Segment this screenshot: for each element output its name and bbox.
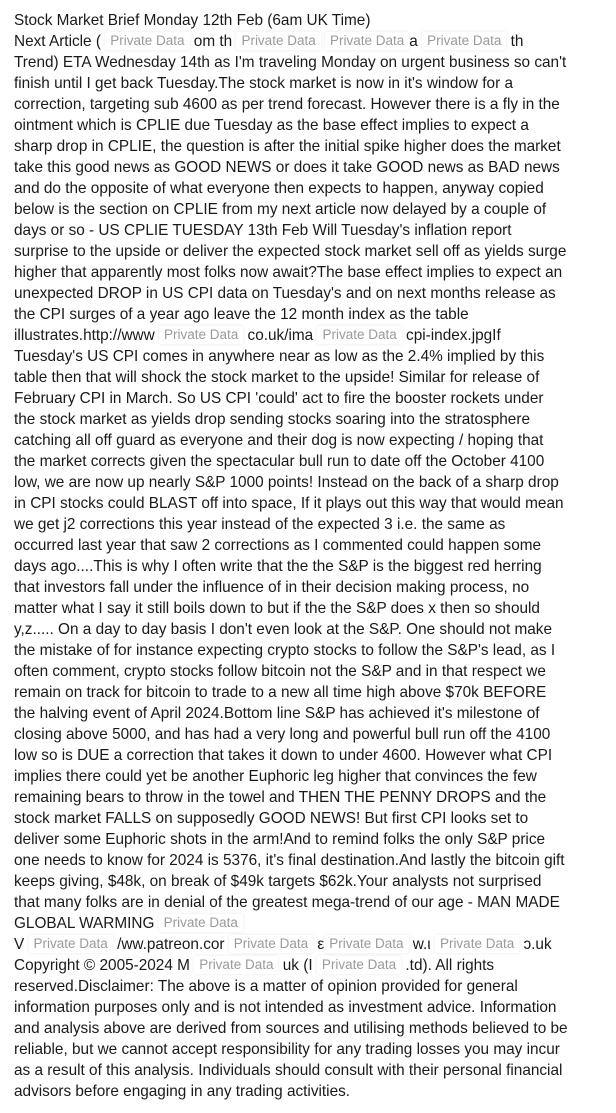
- text-line: days ago....This is why I often write that the the S&P is the biggest red herring: [14, 558, 542, 575]
- text-line: and analysis above are derived from sources and utilising methods believed to be: [14, 1020, 568, 1037]
- text-line: information purposes only and is not intended as investment advice. Information: [14, 999, 557, 1016]
- text-line: occurred last year that saw 2 corrections as I commented could happen some: [14, 537, 542, 554]
- text-line: catching all off guard as everyone and their dog is now expecting / hoping that: [14, 432, 544, 449]
- url-line: [14, 325, 602, 346]
- redaction-box: Private Data: [159, 326, 243, 344]
- text-line: the stock market as yields drop sending stocks soaring into the stratosphere: [14, 411, 530, 428]
- line-fragment: V: [14, 936, 25, 953]
- text-line: advisors before engaging in any trading activities.: [14, 1083, 351, 1100]
- redaction-box: Private Data: [236, 32, 320, 50]
- text-line: remain on track for bitcoin to trade to a new all time high above $70k BEFORE: [14, 684, 547, 701]
- text-line: the CPI surges of a year ago leave the 12 month index as the table: [14, 306, 469, 323]
- redaction-box: Private Data: [324, 935, 408, 953]
- text-line: unexpected DROP in US CPI data on Tuesday's and on next months release as: [14, 285, 556, 302]
- line-fragment: ε: [317, 936, 325, 953]
- text-line: y,z..... On a day to day basis I don't even look at the S&P. One should not make: [14, 621, 553, 638]
- text-line: closing above 5000, and has had a very long and powerful bull run off the 4100: [14, 726, 551, 743]
- text-line: the halving event of April 2024.Bottom line S&P has achieved it's milestone of: [14, 705, 540, 722]
- text-line: remaining bears to throw in the towel and THEN THE PENNY DROPS and the: [14, 789, 547, 806]
- next-article-text: Next Article (: [14, 33, 101, 50]
- body-block-2: [14, 346, 602, 913]
- line-fragment: /ww.patreon.cor: [117, 936, 225, 953]
- text-line: sharp drop in CPLIE, the question is after the initial spike higher does the market: [14, 138, 561, 155]
- text-line: Tuesday's US CPI comes in anywhere near as low as the 2.4% implied by this: [14, 348, 545, 365]
- text-line: higher that apparently most folks now await?The base effect implies to expect an: [14, 264, 563, 281]
- line-fragment: illustrates.http://www: [14, 327, 155, 344]
- line-fragment: uk (I: [282, 957, 313, 974]
- text-line: Trend) ETA Wednesday 14th as I'm traveling Monday on urgent business so can't: [14, 54, 567, 71]
- redaction-box: Private Data: [29, 935, 113, 953]
- redaction-box: Private Data: [229, 935, 313, 953]
- redaction-box: Private Data: [325, 32, 409, 50]
- text-line: take this good news as GOOD NEWS or does it take GOOD news as BAD news: [14, 159, 560, 176]
- text-line: low so is DUE a correction that takes it down to under 4600. However what CPI: [14, 747, 553, 764]
- text-line: surprise to the upside or deliver the expected stock market sell off as yields surge: [14, 243, 567, 260]
- text-line: correction, targeting sub 4600 as per trend forecast. However there is a fly in the: [14, 96, 560, 113]
- text-line: the mistake of for instance expecting crypto stocks to follow the S&P's lead, as I: [14, 642, 556, 659]
- text-line: table then that will shock the stock market to the upside! Similar for release of: [14, 369, 540, 386]
- line-fragment: om th: [193, 33, 233, 50]
- copyright-line: [14, 955, 602, 976]
- redaction-box: Private Data: [317, 326, 401, 344]
- patreon-line: [14, 934, 602, 955]
- redaction-box: Private Data: [105, 32, 189, 50]
- next-article-line: [14, 31, 602, 52]
- text-line: we get j2 corrections this year instead of the expected 3 i.e. the same as: [14, 516, 506, 533]
- text-line: as a result of this analysis. Individuals should consult with their personal financial: [14, 1062, 563, 1079]
- text-line: that many folks are in denial of the greatest mega-trend of our age - MAN MADE: [14, 894, 560, 911]
- text-line: reliable, but we cannot accept responsibility for any trading losses you may incur: [14, 1041, 560, 1058]
- text-line: below is the section on CPLIE from my next article now delayed by a couple of: [14, 201, 547, 218]
- redaction-box: Private Data: [317, 956, 401, 974]
- article-title: Stock Market Brief Monday 12th Feb (6am UK Time): [14, 12, 371, 29]
- text-line: ointment which is CPLIE due Tuesday as the base effect implies to expect a: [14, 117, 529, 134]
- line-fragment: ɔ.uk: [523, 936, 552, 953]
- line-fragment: Copyright © 2005-2024 M: [14, 957, 190, 974]
- text-line: implies there could yet be another Euphoric leg higher that convinces the few: [14, 768, 537, 785]
- redaction-box: Private Data: [194, 956, 278, 974]
- text-line: the market corrects given the spectacular bull run to date off the October 4100: [14, 453, 545, 470]
- redaction-box: Private Data: [435, 935, 519, 953]
- line-fragment: GLOBAL WARMING: [14, 915, 155, 932]
- line-fragment: co.uk/ima: [247, 327, 314, 344]
- line-fragment: w.ι: [412, 936, 431, 953]
- global-warming-line: [14, 913, 602, 934]
- text-line: keeps giving, $48k, on break of $49k targets $62k.Your analysts not surprised: [14, 873, 542, 890]
- line-fragment: cpi-index.jpgIf: [406, 327, 501, 344]
- text-line: and do the opposite of what everyone then expects to happen, anyway copied: [14, 180, 544, 197]
- text-line: in CPI stocks could BLAST off into space, If it plays out this way that would mean: [14, 495, 564, 512]
- text-line: finish until I get back Tuesday.The stock market is now in it's window for a: [14, 75, 513, 92]
- text-line: deliver some Euphoric shots in the arm!And to remind folks the only S&P price: [14, 831, 546, 848]
- text-line: one needs to know for 2024 is 5376, it's final destination.And lastly the bitcoin gift: [14, 852, 565, 869]
- text-line: February CPI in March. So US CPI 'could' act to fire the booster rockets under: [14, 390, 544, 407]
- text-line: that investors fall under the influence of in their decision making process, no: [14, 579, 530, 596]
- disclaimer-block: [14, 976, 602, 1102]
- text-line: stock market FALLS on supposedly GOOD NEWS! But first CPI looks set to: [14, 810, 529, 827]
- redaction-box: Private Data: [422, 32, 506, 50]
- line-fragment: a: [409, 33, 418, 50]
- text-line: matter what I say it still boils down to but if the the S&P does x then so should: [14, 600, 540, 617]
- body-block-1: [14, 52, 602, 325]
- text-line: often comment, crypto stocks follow bitcoin not the S&P and in that respect we: [14, 663, 546, 680]
- line-fragment: .td). All rights: [405, 957, 495, 974]
- redaction-box: Private Data: [159, 914, 243, 932]
- text-line: days or so - US CPLIE TUESDAY 13th Feb Will Tuesday's inflation report: [14, 222, 512, 239]
- text-line: reserved.Disclaimer: The above is a matter of opinion provided for general: [14, 978, 518, 995]
- text-line: low, we are now up nearly S&P 1000 points! Instead on the back of a sharp drop: [14, 474, 559, 491]
- line-fragment: th: [510, 33, 524, 50]
